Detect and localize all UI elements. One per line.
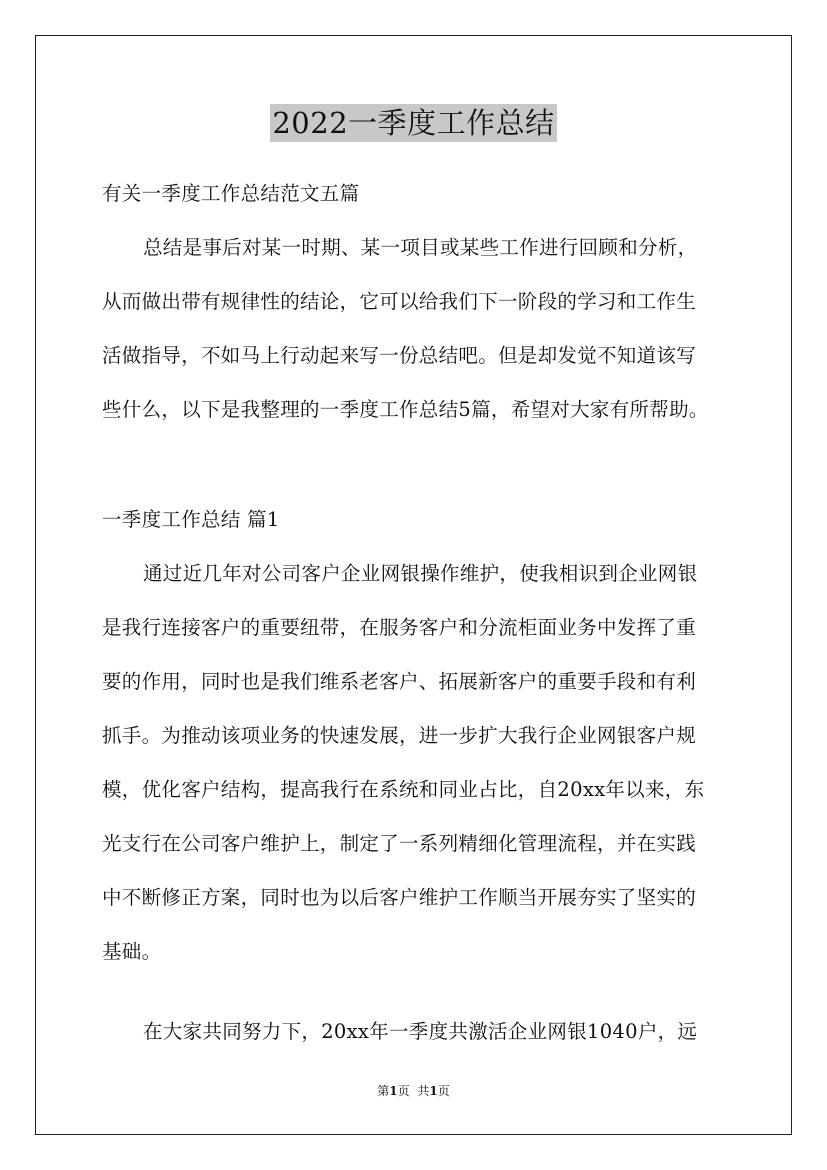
intro-line: 些什么，以下是我整理的一季度工作总结5篇，希望对大家有所帮助。 [102,398,709,421]
page-prefix: 第 [377,1084,390,1098]
total-prefix: 共 [417,1084,430,1098]
paragraph-line: 在大家共同努力下，20xx年一季度共激活企业网银1040户，远 [143,1020,698,1043]
intro-line: 从而做出带有规律性的结论，它可以给我们下一阶段的学习和工作生 [102,290,697,313]
page-suffix: 页 [397,1084,410,1098]
document-subtitle: 有关一季度工作总结范文五篇 [102,182,360,205]
paragraph-line: 要的作用，同时也是我们维系老客户、拓展新客户的重要手段和有利 [102,670,697,693]
paragraph-line: 模，优化客户结构，提高我行在系统和同业占比，自20xx年以来，东 [102,778,705,801]
section-heading: 一季度工作总结 篇1 [102,508,280,531]
page-number: 1 [389,1084,398,1098]
paragraph-line: 基础。 [102,940,162,963]
paragraph-line: 抓手。为推动该项业务的快速发展，进一步扩大我行企业网银客户规 [102,724,697,747]
intro-line: 活做指导，不如马上行动起来写一份总结吧。但是却发觉不知道该写 [102,344,697,367]
paragraph-line: 通过近几年对公司客户企业网银操作维护，使我相识到企业网银 [143,562,698,585]
paragraph-line: 中不断修正方案，同时也为以后客户维护工作顺当开展夯实了坚实的 [102,886,697,909]
paragraph-line: 是我行连接客户的重要纽带，在服务客户和分流柜面业务中发挥了重 [102,616,697,639]
total-pages: 1 [429,1084,438,1098]
intro-line: 总结是事后对某一时期、某一项目或某些工作进行回顾和分析， [143,236,698,259]
page-footer [0,1083,827,1099]
document-title: 2022一季度工作总结 [272,106,555,140]
total-suffix: 页 [437,1084,450,1098]
title-container [0,104,827,142]
paragraph-line: 光支行在公司客户维护上，制定了一系列精细化管理流程，并在实践 [102,832,697,855]
